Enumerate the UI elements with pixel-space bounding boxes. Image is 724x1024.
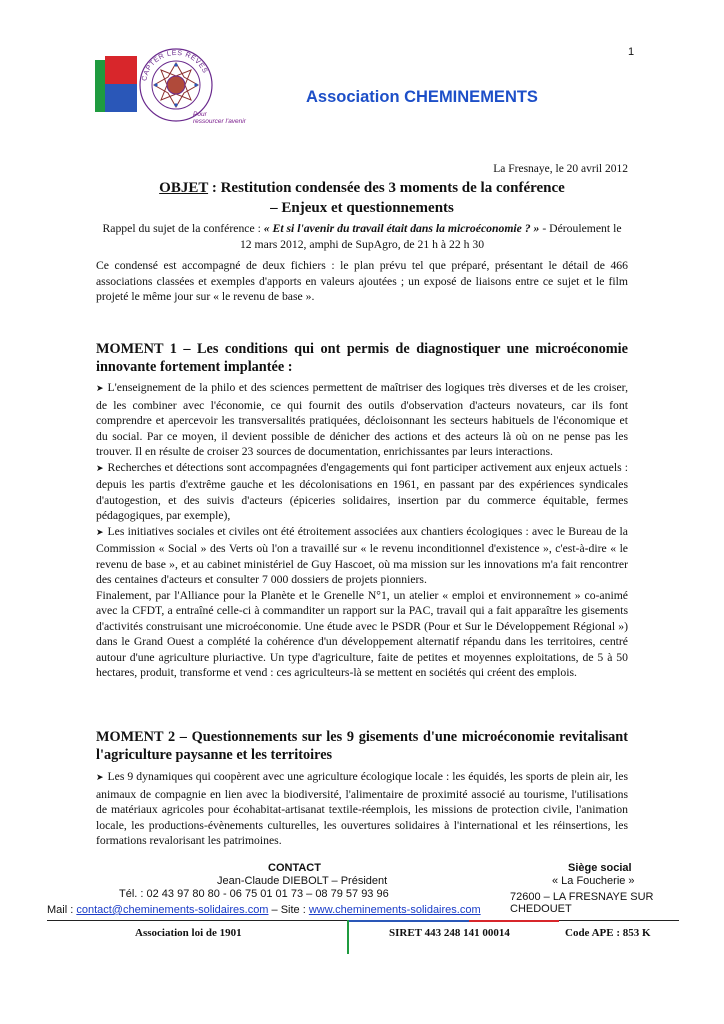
footer-divider [47, 920, 347, 921]
bullet-arrow-icon: ➤ [96, 527, 104, 538]
logo-green-block [95, 60, 105, 112]
logo-color-blocks [95, 56, 137, 112]
subject-line1: : Restitution condensée des 3 moments de la conférence [208, 180, 565, 196]
site-label: – Site : [268, 904, 309, 916]
logo-blue-block [105, 84, 137, 112]
recall-prefix: Rappel du sujet de la conférence : [102, 222, 264, 235]
moment2-bullet [96, 769, 628, 849]
ape-code: Code APE : 853 K [565, 927, 651, 939]
moment1-bullet-text: Recherches et détections sont accompagnées d'engagements qui font participer activement aux enjeux actuels : depuis les partis d'extrême gauche et les décolonisations en 1961, en passant par des expériences syndicales d'autogestion, et des suivis d'acteurs (épiceries solidaires, insertion par du commerce équitable, fermes pédagogiques, par exemple), [96, 460, 628, 522]
recall-question: « Et si l'avenir du travail était dans la microéconomie ? » [263, 222, 540, 235]
footer-divider [559, 920, 679, 921]
logo-caption-line2: ressourcer l'avenir [193, 118, 246, 125]
email-link[interactable]: contact@cheminements-solidaires.com [76, 904, 269, 916]
subject-label: OBJET [159, 180, 209, 196]
letterhead-footer [0, 858, 724, 958]
subject-heading [96, 178, 628, 218]
mail-label: Mail : [47, 904, 77, 916]
bullet-arrow-icon: ➤ [96, 384, 104, 394]
association-title: Association CHEMINEMENTS [306, 88, 538, 106]
headquarters-line1: « La Foucherie » [552, 875, 635, 887]
siret-number: SIRET 443 248 141 00014 [389, 927, 510, 939]
subject-line2: – Enjeux et questionnements [270, 200, 454, 216]
bullet-arrow-icon: ➤ [96, 463, 104, 474]
moment1-bullet [96, 524, 628, 588]
footer-green-rule [347, 920, 349, 954]
logo-red-block [105, 56, 137, 84]
contact-name: Jean-Claude DIEBOLT – Président [217, 875, 388, 887]
contact-title: CONTACT [268, 862, 321, 874]
intro-paragraph: Ce condensé est accompagné de deux fichiers : le plan prévu tel que préparé, présentant le détail de 466 associations classées et exemples d'apports en valeurs ajoutées ; un exposé de liaisons entre ce sujet et le film projeté le même jour sur « le revenu de base ». [96, 259, 628, 303]
moment2-heading: MOMENT 2 – Questionnements sur les 9 gisements d'une microéconomie revitalisant l'agriculture paysanne et les territoires [96, 729, 628, 763]
letter-date: La Fresnaye, le 20 avril 2012 [493, 163, 628, 175]
footer-blue-rule [349, 920, 469, 922]
association-status: Association loi de 1901 [135, 927, 242, 939]
moment1-bullet-text: Les initiatives sociales et civiles ont été étroitement associées aux chantiers écologiques : avec le Bureau de la Commission « Social » des Verts où l'on a travaillé sur « le revenu inconditionnel d'existence », c'est-à-dire « le revenu de base », et au cabinet ministériel de Guy Hascoet, où ma mission sur les innovations m'a fait rencontrer des centaines d'acteurs et consulter 7 000 dossiers de projets pionniers. [96, 524, 628, 586]
website-link[interactable]: www.cheminements-solidaires.com [308, 904, 481, 916]
footer-red-rule [469, 920, 559, 922]
moment2-bullet-text: Les 9 dynamiques qui coopèrent avec une agriculture écologique locale : les équidés, les sports de plein air, les animaux de compagnie en lien avec la biodiversité, l'alimentaire de proximité associé au tourisme, l'utilisations de matériaux agricoles pour écohabitat-artisanat textile-réemplois, les missions de protection civile, l'animation locale, les productions-évènements culturelles, les ouvertures solidaires à l'international et les réinsertions, les formations revalorisant les patrimoines. [96, 770, 628, 847]
logo-ring-text: CAPTER LES RÊVES [141, 49, 209, 82]
headquarters-address: 72600 – LA FRESNAYE SUR CHEDOUET [510, 891, 654, 915]
logo-caption [193, 111, 246, 125]
logo-caption-line1: Pour [193, 111, 207, 118]
moment1-bullet-text: L'enseignement de la philo et des sciences permettent de maîtriser des logiques très diverses et de les croiser, de les combiner avec l'économie, ce qui fournit des outils d'observation d'acteurs novateurs, car ils font comprendre et apercevoir les transversalités pratiquées, décloisonnant les secteurs habituels de l'économique et du social. Par ce moyen, il devient possible de dénicher des actions et des acteurs là où on ne pense pas les trouver. Il en résulte de croiser 23 sources de documentation, enrichissantes par leurs interactions. [96, 381, 628, 458]
bullet-arrow-icon: ➤ [96, 773, 104, 783]
moment2-body [96, 769, 628, 849]
contact-mail-line [47, 904, 481, 916]
moment1-final-paragraph: Finalement, par l'Alliance pour la Planète et le Grenelle N°1, un atelier « emploi et environnement » co-animé avec la CFDT, a entraîné celle-ci à commanditer un rapport sur la PAC, travail qui a fait apparaître les gisements d'activités construisant une microéconomie. Une étude avec le PSDR (Pour et Sur le Développement Régional ») dans le Grand Ouest a complété la cohérence d'un développement alternatif répandu dans les territoires, centré autour d'une agriculture pluriactive. Un type d'agriculture, faite de petites et moyennes exploitations, de 5 à 50 hectares, produit, transforme et vend : ces agriculteurs-là se mettent en sociétés qui créent des emplois. [96, 588, 628, 679]
moment1-heading: MOMENT 1 – Les conditions qui ont permis de diagnostiquer une microéconomie innovante fortement implantée : [96, 341, 628, 375]
page-number: 1 [628, 46, 635, 58]
moment1-body [96, 380, 628, 681]
moment1-bullet [96, 380, 628, 460]
headquarters-title: Siège social [568, 862, 632, 874]
conference-recall [96, 221, 628, 252]
recall-details: - Déroulement le 12 mars 2012, amphi de SupAgro, de 21 h à 22 h 30 [239, 222, 622, 251]
contact-phone: Tél. : 02 43 97 80 80 - 06 75 01 01 73 – 08 79 57 93 96 [119, 888, 389, 900]
moment1-bullet [96, 460, 628, 524]
